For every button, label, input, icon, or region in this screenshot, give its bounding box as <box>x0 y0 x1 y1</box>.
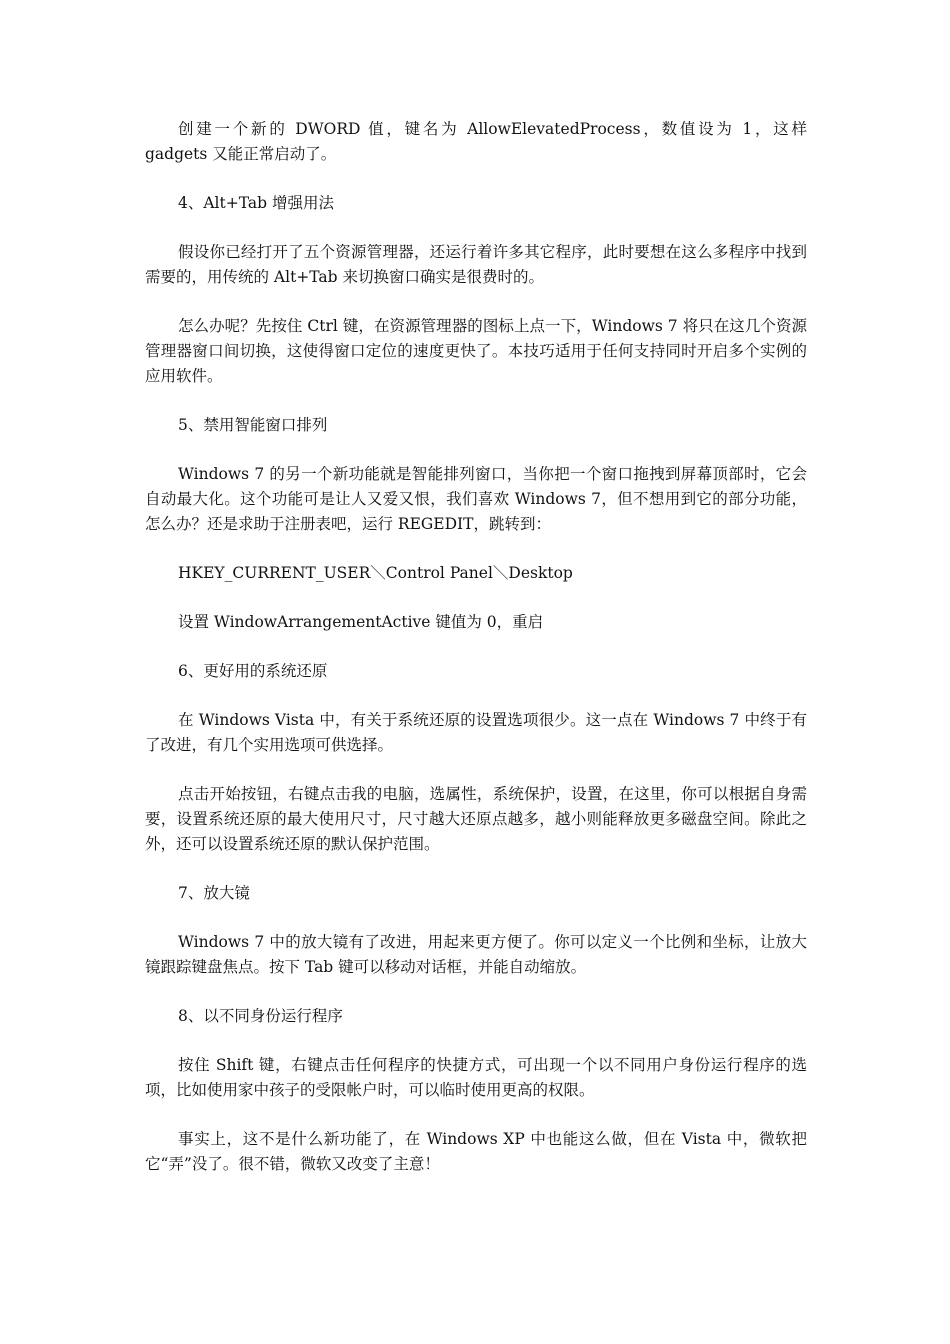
document-page <box>145 117 807 1201</box>
paragraph-restore-steps: 点击开始按钮，右键点击我的电脑，选属性，系统保护，设置，在这里，你可以根据自身需要，设置系统还原的最大使用尺寸，尺寸越大还原点越多，越小则能释放更多磁盘空间。除此之外，还可以设置系统还原的默认保护范围。 <box>145 785 807 853</box>
paragraph-arrangement-intro: Windows 7 的另一个新功能就是智能排列窗口，当你把一个窗口拖拽到屏幕顶部时，它会自动最大化。这个功能可是让人又爱又恨，我们喜欢 Windows 7，但不想用到它的部分功能，怎么办？还是求助于注册表吧，运行 REGEDIT，跳转到： <box>145 465 807 533</box>
paragraph-arrangement-setting: 设置 WindowArrangementActive 键值为 0，重启 <box>178 613 544 631</box>
heading-magnifier: 7、放大镜 <box>178 884 250 902</box>
paragraph-run-as-history: 事实上，这不是什么新功能了，在 Windows XP 中也能这么做，但在 Vista 中，微软把它“弄”没了。很不错，微软又改变了主意！ <box>145 1130 807 1173</box>
heading-disable-arrangement: 5、禁用智能窗口排列 <box>178 416 328 434</box>
paragraph-alt-tab-solution: 怎么办呢？先按住 Ctrl 键，在资源管理器的图标上点一下，Windows 7 将只在这几个资源管理器窗口间切换，这使得窗口定位的速度更快了。本技巧适用于任何支持同时开启多个实例的应用软件。 <box>145 317 807 385</box>
paragraph-run-as-steps: 按住 Shift 键，右键点击任何程序的快捷方式，可出现一个以不同用户身份运行程序的选项，比如使用家中孩子的受限帐户时，可以临时使用更高的权限。 <box>145 1056 807 1099</box>
paragraph-restore-intro: 在 Windows Vista 中，有关于系统还原的设置选项很少。这一点在 Windows 7 中终于有了改进，有几个实用选项可供选择。 <box>145 711 807 754</box>
paragraph-magnifier: Windows 7 中的放大镜有了改进，用起来更方便了。你可以定义一个比例和坐标，让放大镜跟踪键盘焦点。按下 Tab 键可以移动对话框，并能自动缩放。 <box>145 933 807 976</box>
heading-alt-tab: 4、Alt+Tab 增强用法 <box>178 194 334 212</box>
paragraph-gadgets-dword: 创建一个新的 DWORD 值，键名为 AllowElevatedProcess，数值设为 1，这样 gadgets 又能正常启动了。 <box>145 120 807 163</box>
paragraph-alt-tab-problem: 假设你已经打开了五个资源管理器，还运行着许多其它程序，此时要想在这么多程序中找到需要的，用传统的 Alt+Tab 来切换窗口确实是很费时的。 <box>145 243 807 286</box>
heading-run-as: 8、以不同身份运行程序 <box>178 1007 343 1025</box>
heading-system-restore: 6、更好用的系统还原 <box>178 662 328 680</box>
registry-path: HKEY_CURRENT_USER＼Control Panel＼Desktop <box>178 564 573 582</box>
